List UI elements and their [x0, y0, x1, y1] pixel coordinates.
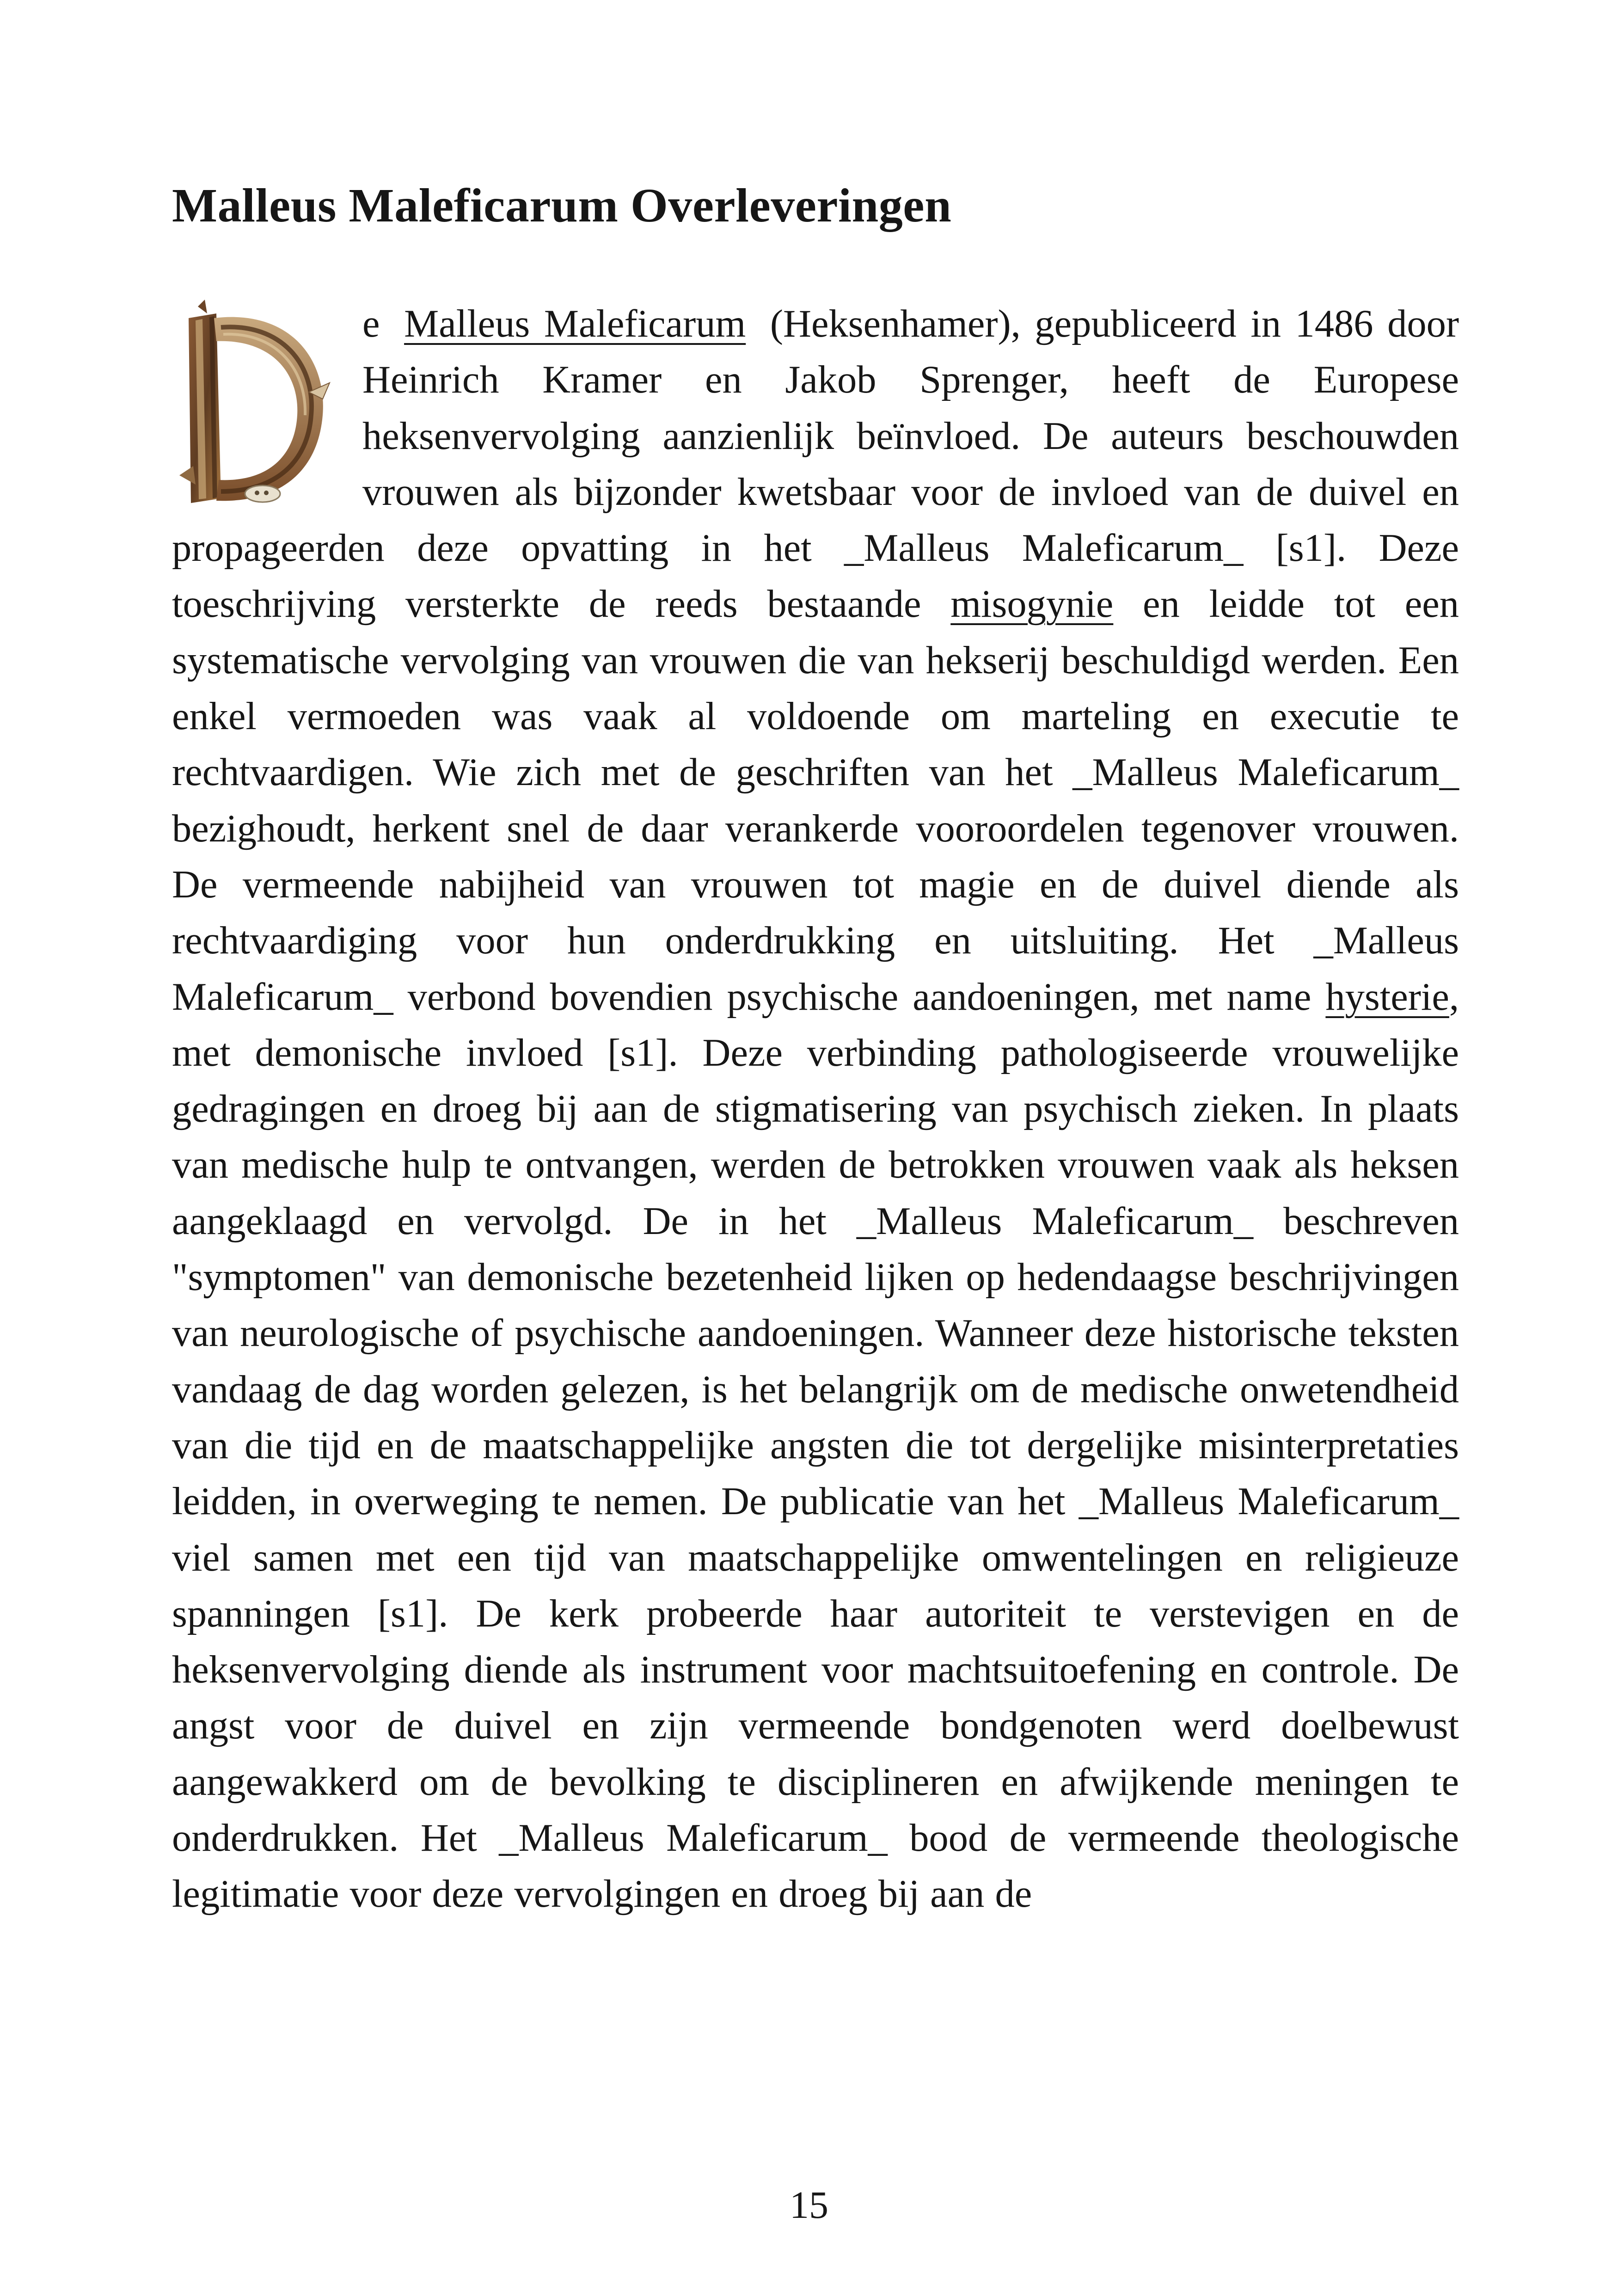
- malleus-maleficarum-link[interactable]: Malleus Maleficarum: [404, 302, 746, 345]
- misogynie-link[interactable]: misogynie: [950, 583, 1114, 626]
- page-number: 15: [790, 2184, 828, 2227]
- paragraph-segment: en leidde tot een systematische vervolging van vrouwen die van hekserij beschuldigd werden. Een enkel vermoeden was vaak al voldoende om marteling en executie te rechtvaardigen. Wie zich met de geschriften van het _Malleus Maleficarum_ bezighoudt, herkent snel de daar verankerde vooroordelen tegenover vrouwen. De vermeende nabijheid van vrouwen tot magie en de duivel diende als rechtvaardiging voor hun onderdrukking en uitsluiting. Het _Malleus Maleficarum_ verbond bovendien psychische aandoeningen, met name: [172, 583, 1459, 1019]
- paragraph-segment: , met demonische invloed [s1]. Deze verbinding pathologiseerde vrouwelijke gedragingen en droeg bij aan de stigmatisering van psychisch zieken. In plaats van medische hulp te ontvangen, werden de betrokken vrouwen vaak als heksen aangeklaagd en vervolgd. De in het _Malleus Maleficarum_ beschreven "symptomen" van demonische bezetenheid lijken op hedendaagse beschrijvingen van neurologische of psychische aandoeningen. Wanneer deze historische teksten vandaag de dag worden gelezen, is het belangrijk om de medische onwetendheid van die tijd en de maatschappelijke angsten die tot dergelijke misinterpretaties leidden, in overweging te nemen. De publicatie van het _Malleus Maleficarum_ viel samen met een tijd van maatschappelijke omwentelingen en religieuze spanningen [s1]. De kerk probeerde haar autoriteit te verstevigen en de heksenvervolging diende als instrument voor machtsuitoefening en controle. De angst voor de duivel en zijn vermeende bondgenoten werd doelbewust aangewakkerd om de bevolking te disciplineren en afwijkende meningen te onderdrukken. Het _Malleus Maleficarum_ bood de vermeende theologische legitimatie voor deze vervolgingen en droeg bij aan de: [172, 975, 1459, 1916]
- hysterie-link[interactable]: hysterie: [1325, 975, 1449, 1019]
- page-title: Malleus Maleficarum Overleveringen: [172, 179, 952, 232]
- body-paragraph: [172, 296, 1459, 1922]
- paragraph-segment: e: [362, 302, 394, 345]
- paragraph-segment: (Heksenhamer), gepubliceerd in 1486 door Heinrich Kramer en Jakob Sprenger, heeft de Europese heksenvervolging aanzienlijk beïnvloed. De auteurs beschouwden vrouwen als bijzonder kwetsbaar voor de invloed van de duivel en propageerden deze opvatting in het _Malleus Maleficarum_ [s1]. Deze toeschrijving versterkte de reeds bestaande: [172, 302, 1459, 626]
